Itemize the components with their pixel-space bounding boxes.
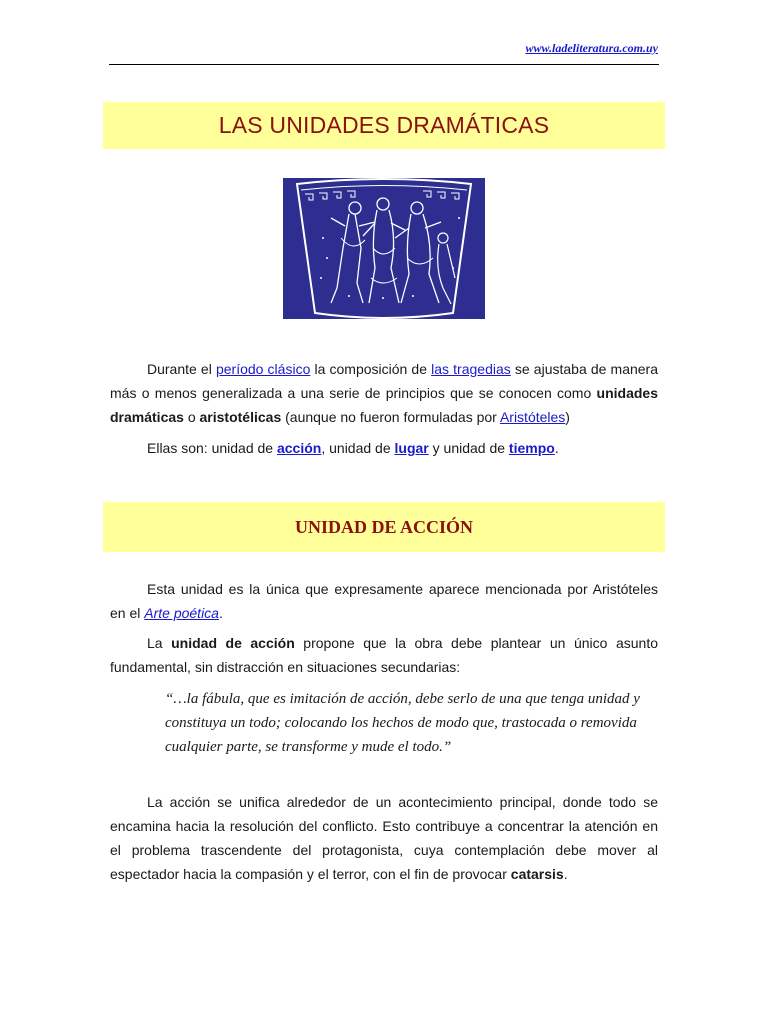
greek-vase-illustration — [283, 178, 485, 319]
accion-paragraph-1: Esta unidad es la única que expresamente aparece mencionada por Aristóteles en el Arte poética. — [110, 581, 658, 621]
accion-paragraph-2: La unidad de acción propone que la obra debe plantear un único asunto fundamental, sin distracción en situaciones secundarias: — [110, 635, 658, 675]
header-rule — [109, 64, 659, 65]
periodo-clasico-link[interactable]: período clásico — [215, 361, 311, 377]
site-url-link[interactable]: www.ladeliteratura.com.uy — [525, 41, 658, 55]
accion-link[interactable]: acción — [276, 440, 322, 456]
las-tragedias-link[interactable]: las tragedias — [431, 361, 511, 377]
arte-poetica-link[interactable]: Arte poética — [144, 605, 219, 621]
aristoteles-link[interactable]: Aristóteles — [499, 409, 566, 425]
intro-paragraph-1: Durante el período clásico la composición de las tragedias se ajustaba de manera más o menos generalizada a una serie de principios que se conocen como unidades dramáticas o aristotélicas (aunque no fueron formuladas por Aristóteles) — [110, 361, 659, 425]
lugar-link[interactable]: lugar — [394, 440, 429, 456]
intro-paragraph-2: Ellas son: unidad de acción, unidad de lugar y unidad de tiempo. — [147, 440, 559, 456]
aristoteles-quote: “…la fábula, que es imitación de acción, debe serlo de una que tenga unidad y constituya un todo; colocando los hechos de modo que, trastocada o removida cualquier parte, se transforme y mude el todo.” — [165, 691, 640, 755]
accion-paragraph-3: La acción se unifica alrededor de un acontecimiento principal, donde todo se encamina hacia la resolución del conflicto. Esto contribuye a concentrar la atención en el problema trascendente del protagonista, cuya contemplación debe mover al espectador hacia la compasión y el terror, con el fin de provocar catarsis. — [110, 794, 658, 882]
title-banner — [103, 102, 665, 149]
tiempo-link[interactable]: tiempo — [508, 440, 555, 456]
section-heading: UNIDAD DE ACCIÓN — [294, 516, 473, 537]
section-banner-accion — [103, 502, 665, 552]
page-title: LAS UNIDADES DRAMÁTICAS — [218, 112, 550, 138]
